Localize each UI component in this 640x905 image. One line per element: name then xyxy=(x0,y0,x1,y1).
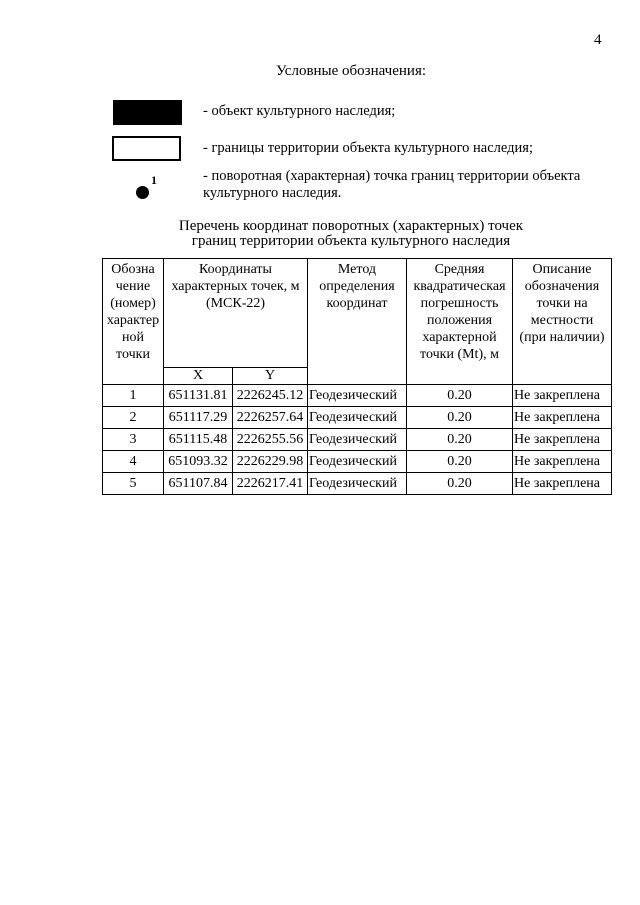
header-description-line: Описание xyxy=(532,262,592,277)
cell-x: 651115.48 xyxy=(164,429,233,451)
header-designation-line: (номер) xyxy=(110,296,156,311)
cell-method: Геодезический xyxy=(308,385,407,407)
header-description-line: точки на xyxy=(536,296,588,311)
header-error xyxy=(407,259,513,385)
cell-x: 651107.84 xyxy=(164,473,233,495)
legend-text-turning-point-line2: культурного наследия. xyxy=(203,185,342,201)
header-error-line: Средняя xyxy=(434,262,485,277)
cell-x: 651093.32 xyxy=(164,451,233,473)
header-designation xyxy=(103,259,164,385)
table-row xyxy=(103,429,612,451)
cell-number: 1 xyxy=(103,385,164,407)
table-row xyxy=(103,407,612,429)
header-description-line: (при наличии) xyxy=(519,330,605,345)
header-designation-line: чение xyxy=(115,279,151,294)
header-coordinates-line: характерных точек, м xyxy=(171,279,300,294)
cell-method: Геодезический xyxy=(308,407,407,429)
header-method-line: координат xyxy=(326,296,388,311)
cell-description: Не закреплена xyxy=(513,451,612,473)
legend-text-territory-boundary: - границы территории объекта культурного наследия; xyxy=(203,140,533,156)
header-designation-line: точки xyxy=(116,347,150,362)
cell-description: Не закреплена xyxy=(513,473,612,495)
header-error-line: погрешность xyxy=(420,296,499,311)
header-x: X xyxy=(164,368,233,385)
cell-error: 0.20 xyxy=(407,451,513,473)
cell-number: 4 xyxy=(103,451,164,473)
header-coordinates-line: (МСК-22) xyxy=(205,296,266,311)
table-row xyxy=(103,451,612,473)
territory-boundary-symbol xyxy=(112,136,181,161)
header-description xyxy=(513,259,612,385)
header-designation-line: Обозна xyxy=(111,262,155,277)
header-designation-line: характер xyxy=(106,313,160,328)
list-title-line2: границ территории объекта культурного наследия xyxy=(191,233,511,249)
header-method-line: Метод xyxy=(337,262,377,277)
turning-point-symbol xyxy=(136,186,149,199)
cell-y: 2226257.64 xyxy=(233,407,308,429)
legend-text-heritage-object: - объект культурного наследия; xyxy=(203,103,396,119)
cell-description: Не закреплена xyxy=(513,385,612,407)
cell-number: 2 xyxy=(103,407,164,429)
header-coordinates xyxy=(164,259,308,368)
cell-method: Геодезический xyxy=(308,473,407,495)
turning-point-marker-label: 1 xyxy=(151,173,157,187)
cell-method: Геодезический xyxy=(308,451,407,473)
cell-y: 2226255.56 xyxy=(233,429,308,451)
header-error-line: характерной xyxy=(422,330,497,345)
cell-y: 2226229.98 xyxy=(233,451,308,473)
cell-error: 0.20 xyxy=(407,473,513,495)
cell-error: 0.20 xyxy=(407,385,513,407)
heritage-object-symbol xyxy=(113,100,182,125)
header-description-line: обозначения xyxy=(524,279,600,294)
page-number: 4 xyxy=(594,32,602,48)
cell-error: 0.20 xyxy=(407,407,513,429)
table-row xyxy=(103,473,612,495)
cell-x: 651117.29 xyxy=(164,407,233,429)
cell-number: 3 xyxy=(103,429,164,451)
legend-title: Условные обозначения: xyxy=(275,63,427,79)
header-designation-line: ной xyxy=(122,330,144,345)
header-error-line: положения xyxy=(426,313,493,328)
header-error-line: точки (Mt), м xyxy=(420,347,499,362)
cell-error: 0.20 xyxy=(407,429,513,451)
header-error-line: квадратическая xyxy=(413,279,506,294)
cell-y: 2226245.12 xyxy=(233,385,308,407)
cell-method: Геодезический xyxy=(308,429,407,451)
table-row xyxy=(103,385,612,407)
list-title-line1: Перечень координат поворотных (характерных) точек xyxy=(178,218,524,234)
cell-description: Не закреплена xyxy=(513,429,612,451)
legend-text-turning-point-line1: - поворотная (характерная) точка границ территории объекта xyxy=(203,168,581,184)
cell-description: Не закреплена xyxy=(513,407,612,429)
coordinates-table xyxy=(102,258,612,495)
header-method xyxy=(308,259,407,385)
cell-number: 5 xyxy=(103,473,164,495)
header-method-line: определения xyxy=(319,279,395,294)
header-description-line: местности xyxy=(530,313,594,328)
cell-y: 2226217.41 xyxy=(233,473,308,495)
header-coordinates-line: Координаты xyxy=(199,262,272,277)
header-y: Y xyxy=(233,368,308,385)
cell-x: 651131.81 xyxy=(164,385,233,407)
